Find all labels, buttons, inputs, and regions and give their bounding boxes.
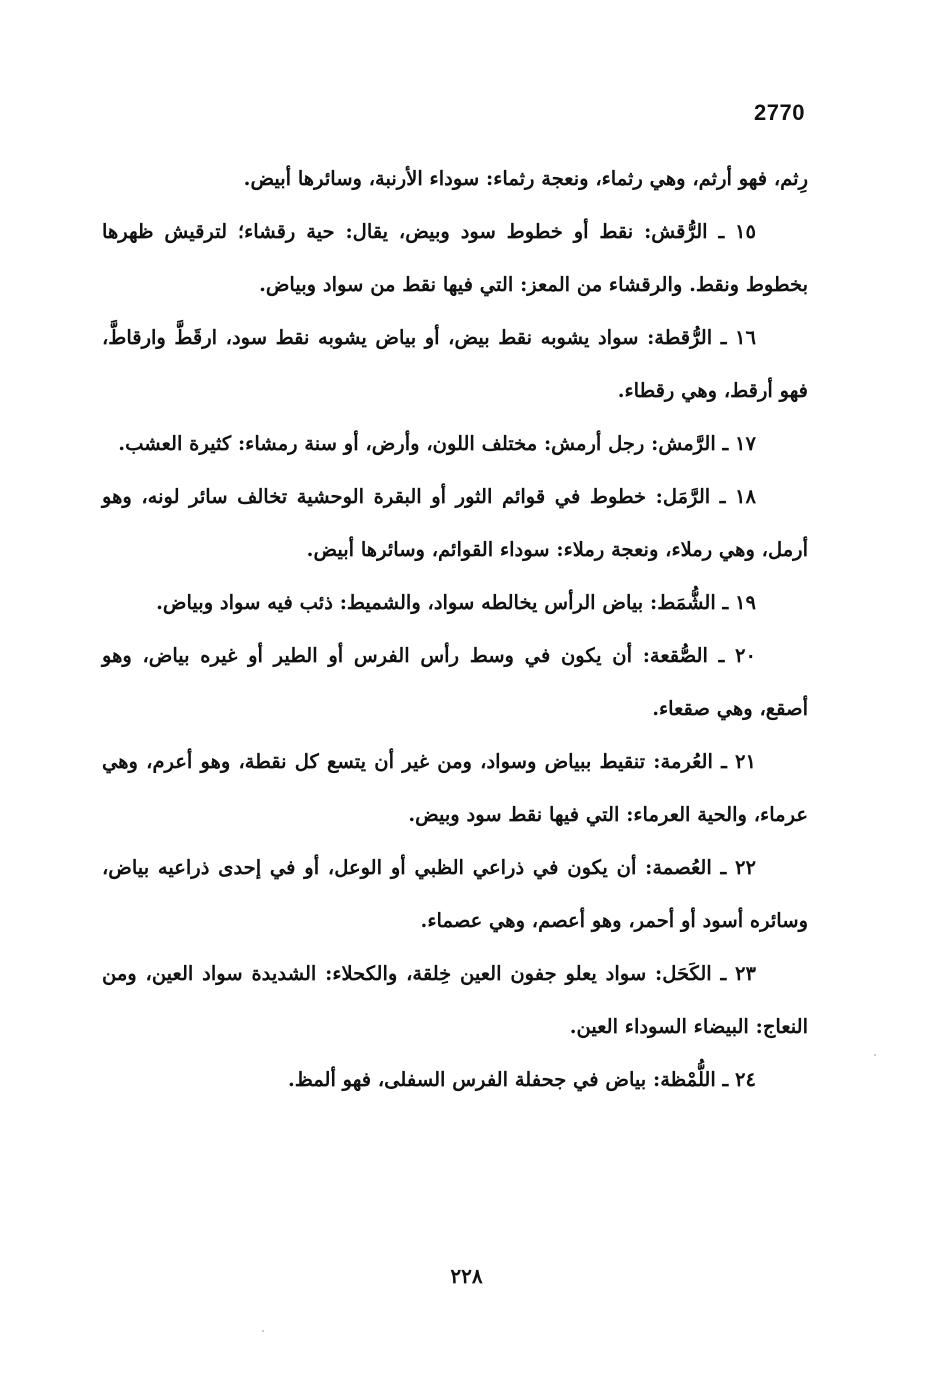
page-number-footer: ٢٢٨: [450, 1264, 483, 1288]
paragraph-15-raqsh: ١٥ ـ الرُّقش: نقط أو خطوط سود وبيض، يقال: حية رقشاء؛ لترقيش ظهرها بخطوط ونقط. والرقشاء من المعز: التي فيها نقط من سواد وبياض.: [102, 220, 808, 296]
paragraph-22-isma: ٢٢ ـ العُصمة: أن يكون في ذراعي الظبي أو الوعل، أو في إحدى ذراعيه بياض، وسائره أسود أو أحمر، وهو أعصم، وهي عصماء.: [102, 856, 808, 932]
scan-speck: [262, 1330, 264, 1332]
paragraph-19-shamat: ١٩ ـ الشُّمَط: بياض الرأس يخالطه سواد، والشميط: ذئب فيه سواد وبياض.: [156, 591, 756, 614]
paragraph-24-lumza: ٢٤ ـ اللُّمْظة: بياض في جحفلة الفرس السفلى، فهو ألمظ.: [287, 1068, 756, 1091]
paragraph-21-urma: ٢١ ـ العُرمة: تنقيط ببياض وسواد، ومن غير أن يتسع كل نقطة، وهو أعرم، وهي عرماء، والحية العرماء: التي فيها نقط سود وبيض.: [102, 750, 808, 826]
page-number-top: 2770: [754, 100, 805, 125]
paragraph-17-ramsh: ١٧ ـ الرَّمش: رجل أرمش: مختلف اللون، وأرض، أو سنة رمشاء: كثيرة العشب.: [118, 432, 756, 455]
paragraph-continuation: رِثم، فهو أرثم، وهي رثماء، ونعجة رثماء: سوداء الأرنبة، وسائرها أبيض.: [243, 167, 808, 190]
body-text: [102, 152, 808, 1106]
paragraph-16-ruqta: ١٦ ـ الرُّقطة: سواد يشوبه نقط بيض، أو بياض يشوبه نقط سود، ارقَطَّ وارقاطَّ، فهو أرقط، وهي رقطاء.: [102, 326, 808, 402]
scan-speck: [874, 1054, 876, 1056]
paragraph-20-suqa: ٢٠ ـ الصُّقعة: أن يكون في وسط رأس الفرس أو الطير أو غيره بياض، وهو أصقع، وهي صقعاء.: [102, 644, 808, 720]
paragraph-18-ramal: ١٨ ـ الرَّمَل: خطوط في قوائم الثور أو البقرة الوحشية تخالف سائر لونه، وهو أرمل، وهي رملاء، ونعجة رملاء: سوداء القوائم، وسائرها أبيض.: [102, 485, 808, 561]
paragraph-23-kahal: ٢٣ ـ الكَحَل: سواد يعلو جفون العين خِلقة، والكحلاء: الشديدة سواد العين، ومن النعاج: البيضاء السوداء العين.: [102, 962, 808, 1038]
